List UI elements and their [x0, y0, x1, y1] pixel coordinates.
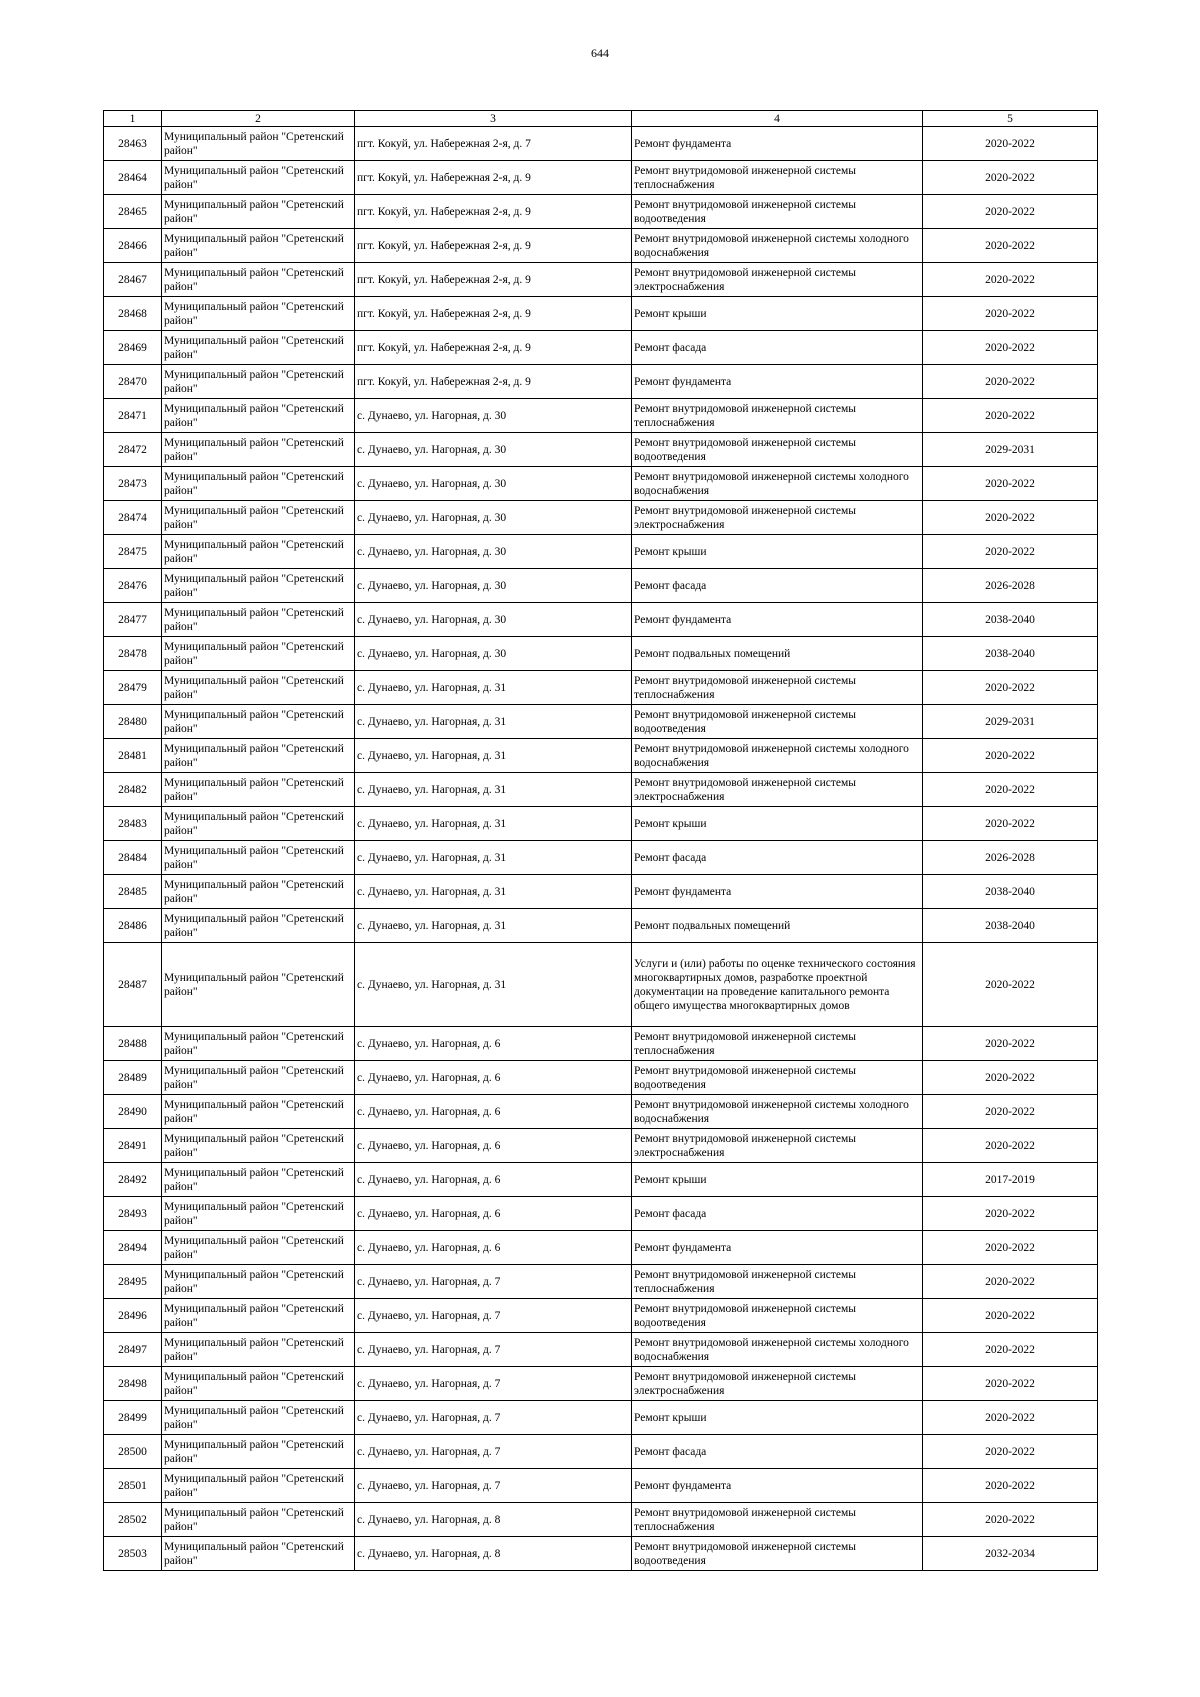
row-number: 28465 — [104, 195, 162, 229]
period-cell: 2020-2022 — [923, 1367, 1098, 1401]
period-cell: 2038-2040 — [923, 909, 1098, 943]
work-type-cell: Ремонт внутридомовой инженерной системы электроснабжения — [632, 1367, 923, 1401]
row-number: 28464 — [104, 161, 162, 195]
table-row — [104, 1503, 1098, 1537]
table-header-row — [104, 111, 1098, 127]
column-header: 2 — [162, 111, 355, 127]
period-cell: 2020-2022 — [923, 1027, 1098, 1061]
district-cell: Муниципальный район "Сретенский район" — [162, 1537, 355, 1571]
address-cell: с. Дунаево, ул. Нагорная, д. 30 — [355, 399, 632, 433]
table-row — [104, 739, 1098, 773]
row-number: 28483 — [104, 807, 162, 841]
period-cell: 2020-2022 — [923, 1095, 1098, 1129]
district-cell: Муниципальный район "Сретенский район" — [162, 433, 355, 467]
table-row — [104, 229, 1098, 263]
district-cell: Муниципальный район "Сретенский район" — [162, 1401, 355, 1435]
address-cell: с. Дунаево, ул. Нагорная, д. 6 — [355, 1129, 632, 1163]
work-type-cell: Ремонт подвальных помещений — [632, 909, 923, 943]
work-type-cell: Ремонт фасада — [632, 1435, 923, 1469]
table-row — [104, 433, 1098, 467]
district-cell: Муниципальный район "Сретенский район" — [162, 1163, 355, 1197]
table-row — [104, 1333, 1098, 1367]
period-cell: 2038-2040 — [923, 603, 1098, 637]
district-cell: Муниципальный район "Сретенский район" — [162, 1367, 355, 1401]
work-type-cell: Ремонт крыши — [632, 297, 923, 331]
period-cell: 2020-2022 — [923, 467, 1098, 501]
address-cell: с. Дунаево, ул. Нагорная, д. 31 — [355, 875, 632, 909]
work-type-cell: Ремонт фундамента — [632, 1231, 923, 1265]
page-number: 644 — [591, 46, 609, 60]
address-cell: с. Дунаево, ул. Нагорная, д. 31 — [355, 841, 632, 875]
row-number: 28473 — [104, 467, 162, 501]
district-cell: Муниципальный район "Сретенский район" — [162, 161, 355, 195]
period-cell: 2020-2022 — [923, 1231, 1098, 1265]
period-cell: 2029-2031 — [923, 433, 1098, 467]
work-type-cell: Ремонт фасада — [632, 1197, 923, 1231]
period-cell: 2020-2022 — [923, 671, 1098, 705]
row-number: 28488 — [104, 1027, 162, 1061]
district-cell: Муниципальный район "Сретенский район" — [162, 1027, 355, 1061]
work-type-cell: Ремонт внутридомовой инженерной системы холодного водоснабжения — [632, 1333, 923, 1367]
row-number: 28475 — [104, 535, 162, 569]
address-cell: с. Дунаево, ул. Нагорная, д. 7 — [355, 1401, 632, 1435]
work-type-cell: Ремонт фундамента — [632, 603, 923, 637]
work-type-cell: Ремонт крыши — [632, 535, 923, 569]
table-row — [104, 127, 1098, 161]
district-cell: Муниципальный район "Сретенский район" — [162, 875, 355, 909]
address-cell: с. Дунаево, ул. Нагорная, д. 6 — [355, 1197, 632, 1231]
address-cell: с. Дунаево, ул. Нагорная, д. 30 — [355, 501, 632, 535]
table-row — [104, 841, 1098, 875]
district-cell: Муниципальный район "Сретенский район" — [162, 569, 355, 603]
table-row — [104, 1469, 1098, 1503]
address-cell: с. Дунаево, ул. Нагорная, д. 7 — [355, 1435, 632, 1469]
row-number: 28474 — [104, 501, 162, 535]
work-type-cell: Ремонт внутридомовой инженерной системы водоотведения — [632, 195, 923, 229]
table-row — [104, 399, 1098, 433]
work-type-cell: Ремонт внутридомовой инженерной системы теплоснабжения — [632, 399, 923, 433]
row-number: 28496 — [104, 1299, 162, 1333]
district-cell: Муниципальный район "Сретенский район" — [162, 705, 355, 739]
address-cell: пгт. Кокуй, ул. Набережная 2-я, д. 9 — [355, 297, 632, 331]
period-cell: 2029-2031 — [923, 705, 1098, 739]
row-number: 28494 — [104, 1231, 162, 1265]
address-cell: с. Дунаево, ул. Нагорная, д. 30 — [355, 467, 632, 501]
district-cell: Муниципальный район "Сретенский район" — [162, 739, 355, 773]
row-number: 28499 — [104, 1401, 162, 1435]
period-cell: 2017-2019 — [923, 1163, 1098, 1197]
row-number: 28481 — [104, 739, 162, 773]
address-cell: с. Дунаево, ул. Нагорная, д. 31 — [355, 671, 632, 705]
district-cell: Муниципальный район "Сретенский район" — [162, 1299, 355, 1333]
district-cell: Муниципальный район "Сретенский район" — [162, 909, 355, 943]
table-row — [104, 365, 1098, 399]
table-row — [104, 909, 1098, 943]
address-cell: с. Дунаево, ул. Нагорная, д. 30 — [355, 433, 632, 467]
district-cell: Муниципальный район "Сретенский район" — [162, 535, 355, 569]
district-cell: Муниципальный район "Сретенский район" — [162, 263, 355, 297]
address-cell: с. Дунаево, ул. Нагорная, д. 31 — [355, 773, 632, 807]
address-cell: с. Дунаево, ул. Нагорная, д. 7 — [355, 1469, 632, 1503]
work-type-cell: Ремонт фундамента — [632, 365, 923, 399]
table-row — [104, 637, 1098, 671]
row-number: 28500 — [104, 1435, 162, 1469]
table-row — [104, 501, 1098, 535]
work-type-cell: Ремонт крыши — [632, 1163, 923, 1197]
district-cell: Муниципальный район "Сретенский район" — [162, 229, 355, 263]
table-row — [104, 1401, 1098, 1435]
district-cell: Муниципальный район "Сретенский район" — [162, 1503, 355, 1537]
district-cell: Муниципальный район "Сретенский район" — [162, 1469, 355, 1503]
row-number: 28490 — [104, 1095, 162, 1129]
work-type-cell: Ремонт внутридомовой инженерной системы водоотведения — [632, 433, 923, 467]
district-cell: Муниципальный район "Сретенский район" — [162, 399, 355, 433]
work-type-cell: Ремонт внутридомовой инженерной системы теплоснабжения — [632, 1027, 923, 1061]
work-type-cell: Ремонт фундамента — [632, 875, 923, 909]
address-cell: с. Дунаево, ул. Нагорная, д. 30 — [355, 603, 632, 637]
row-number: 28495 — [104, 1265, 162, 1299]
address-cell: пгт. Кокуй, ул. Набережная 2-я, д. 9 — [355, 161, 632, 195]
table-row — [104, 875, 1098, 909]
row-number: 28493 — [104, 1197, 162, 1231]
row-number: 28491 — [104, 1129, 162, 1163]
work-type-cell: Ремонт внутридомовой инженерной системы водоотведения — [632, 1299, 923, 1333]
district-cell: Муниципальный район "Сретенский район" — [162, 467, 355, 501]
address-cell: с. Дунаево, ул. Нагорная, д. 6 — [355, 1231, 632, 1265]
row-number: 28471 — [104, 399, 162, 433]
work-type-cell: Ремонт внутридомовой инженерной системы водоотведения — [632, 1061, 923, 1095]
district-cell: Муниципальный район "Сретенский район" — [162, 1061, 355, 1095]
row-number: 28478 — [104, 637, 162, 671]
table-row — [104, 1367, 1098, 1401]
column-header: 5 — [923, 111, 1098, 127]
period-cell: 2020-2022 — [923, 1129, 1098, 1163]
table-row — [104, 705, 1098, 739]
address-cell: пгт. Кокуй, ул. Набережная 2-я, д. 9 — [355, 263, 632, 297]
table-row — [104, 807, 1098, 841]
period-cell: 2038-2040 — [923, 875, 1098, 909]
period-cell: 2020-2022 — [923, 399, 1098, 433]
district-cell: Муниципальный район "Сретенский район" — [162, 195, 355, 229]
table-row — [104, 1027, 1098, 1061]
address-cell: с. Дунаево, ул. Нагорная, д. 7 — [355, 1299, 632, 1333]
row-number: 28468 — [104, 297, 162, 331]
district-cell: Муниципальный район "Сретенский район" — [162, 1095, 355, 1129]
row-number: 28498 — [104, 1367, 162, 1401]
table-row — [104, 1061, 1098, 1095]
row-number: 28489 — [104, 1061, 162, 1095]
work-type-cell: Ремонт крыши — [632, 807, 923, 841]
row-number: 28482 — [104, 773, 162, 807]
work-type-cell: Ремонт внутридомовой инженерной системы теплоснабжения — [632, 161, 923, 195]
column-header: 4 — [632, 111, 923, 127]
district-cell: Муниципальный район "Сретенский район" — [162, 603, 355, 637]
work-type-cell: Услуги и (или) работы по оценке технического состояния многоквартирных домов, разработке проектной документации на проведение капитального ремонта общего имущества многоквартирных домов — [632, 943, 923, 1027]
period-cell: 2032-2034 — [923, 1537, 1098, 1571]
address-cell: пгт. Кокуй, ул. Набережная 2-я, д. 9 — [355, 365, 632, 399]
period-cell: 2020-2022 — [923, 1265, 1098, 1299]
period-cell: 2026-2028 — [923, 841, 1098, 875]
address-cell: с. Дунаево, ул. Нагорная, д. 30 — [355, 637, 632, 671]
district-cell: Муниципальный район "Сретенский район" — [162, 1333, 355, 1367]
repair-schedule-table — [103, 110, 1098, 1571]
district-cell: Муниципальный район "Сретенский район" — [162, 943, 355, 1027]
table-row — [104, 467, 1098, 501]
work-type-cell: Ремонт внутридомовой инженерной системы электроснабжения — [632, 1129, 923, 1163]
period-cell: 2020-2022 — [923, 1333, 1098, 1367]
row-number: 28476 — [104, 569, 162, 603]
work-type-cell: Ремонт фундамента — [632, 1469, 923, 1503]
table-row — [104, 1095, 1098, 1129]
period-cell: 2020-2022 — [923, 1401, 1098, 1435]
period-cell: 2020-2022 — [923, 195, 1098, 229]
work-type-cell: Ремонт внутридомовой инженерной системы электроснабжения — [632, 501, 923, 535]
work-type-cell: Ремонт внутридомовой инженерной системы теплоснабжения — [632, 1503, 923, 1537]
address-cell: с. Дунаево, ул. Нагорная, д. 31 — [355, 909, 632, 943]
work-type-cell: Ремонт внутридомовой инженерной системы холодного водоснабжения — [632, 467, 923, 501]
address-cell: с. Дунаево, ул. Нагорная, д. 6 — [355, 1061, 632, 1095]
work-type-cell: Ремонт внутридомовой инженерной системы теплоснабжения — [632, 671, 923, 705]
table-row — [104, 297, 1098, 331]
work-type-cell: Ремонт фундамента — [632, 127, 923, 161]
address-cell: с. Дунаево, ул. Нагорная, д. 31 — [355, 739, 632, 773]
work-type-cell: Ремонт внутридомовой инженерной системы холодного водоснабжения — [632, 739, 923, 773]
table-row — [104, 331, 1098, 365]
work-type-cell: Ремонт фасада — [632, 331, 923, 365]
row-number: 28472 — [104, 433, 162, 467]
period-cell: 2020-2022 — [923, 1469, 1098, 1503]
table-row — [104, 1129, 1098, 1163]
period-cell: 2020-2022 — [923, 1503, 1098, 1537]
table-row — [104, 535, 1098, 569]
district-cell: Муниципальный район "Сретенский район" — [162, 841, 355, 875]
table-row — [104, 1435, 1098, 1469]
work-type-cell: Ремонт внутридомовой инженерной системы теплоснабжения — [632, 1265, 923, 1299]
district-cell: Муниципальный район "Сретенский район" — [162, 331, 355, 365]
work-type-cell: Ремонт подвальных помещений — [632, 637, 923, 671]
work-type-cell: Ремонт внутридомовой инженерной системы электроснабжения — [632, 773, 923, 807]
work-type-cell: Ремонт фасада — [632, 569, 923, 603]
period-cell: 2020-2022 — [923, 229, 1098, 263]
district-cell: Муниципальный район "Сретенский район" — [162, 1435, 355, 1469]
row-number: 28502 — [104, 1503, 162, 1537]
work-type-cell: Ремонт внутридомовой инженерной системы холодного водоснабжения — [632, 229, 923, 263]
period-cell: 2020-2022 — [923, 297, 1098, 331]
row-number: 28477 — [104, 603, 162, 637]
period-cell: 2020-2022 — [923, 501, 1098, 535]
row-number: 28485 — [104, 875, 162, 909]
period-cell: 2020-2022 — [923, 1061, 1098, 1095]
district-cell: Муниципальный район "Сретенский район" — [162, 297, 355, 331]
table-row — [104, 773, 1098, 807]
address-cell: с. Дунаево, ул. Нагорная, д. 6 — [355, 1027, 632, 1061]
table-body — [104, 127, 1098, 1571]
district-cell: Муниципальный район "Сретенский район" — [162, 127, 355, 161]
row-number: 28470 — [104, 365, 162, 399]
district-cell: Муниципальный район "Сретенский район" — [162, 501, 355, 535]
address-cell: пгт. Кокуй, ул. Набережная 2-я, д. 9 — [355, 195, 632, 229]
address-cell: с. Дунаево, ул. Нагорная, д. 30 — [355, 569, 632, 603]
table-row — [104, 1299, 1098, 1333]
table-row — [104, 161, 1098, 195]
period-cell: 2020-2022 — [923, 535, 1098, 569]
row-number: 28480 — [104, 705, 162, 739]
row-number: 28484 — [104, 841, 162, 875]
period-cell: 2020-2022 — [923, 1197, 1098, 1231]
table-row — [104, 263, 1098, 297]
table-row — [104, 1163, 1098, 1197]
work-type-cell: Ремонт фасада — [632, 841, 923, 875]
work-type-cell: Ремонт внутридомовой инженерной системы водоотведения — [632, 1537, 923, 1571]
district-cell: Муниципальный район "Сретенский район" — [162, 671, 355, 705]
address-cell: с. Дунаево, ул. Нагорная, д. 31 — [355, 807, 632, 841]
table-row — [104, 1231, 1098, 1265]
work-type-cell: Ремонт внутридомовой инженерной системы холодного водоснабжения — [632, 1095, 923, 1129]
row-number: 28501 — [104, 1469, 162, 1503]
table-row — [104, 1197, 1098, 1231]
address-cell: пгт. Кокуй, ул. Набережная 2-я, д. 7 — [355, 127, 632, 161]
work-type-cell: Ремонт крыши — [632, 1401, 923, 1435]
row-number: 28487 — [104, 943, 162, 1027]
address-cell: с. Дунаево, ул. Нагорная, д. 8 — [355, 1537, 632, 1571]
row-number: 28463 — [104, 127, 162, 161]
table-row — [104, 1265, 1098, 1299]
row-number: 28469 — [104, 331, 162, 365]
address-cell: с. Дунаево, ул. Нагорная, д. 30 — [355, 535, 632, 569]
address-cell: с. Дунаево, ул. Нагорная, д. 31 — [355, 705, 632, 739]
period-cell: 2020-2022 — [923, 263, 1098, 297]
district-cell: Муниципальный район "Сретенский район" — [162, 365, 355, 399]
district-cell: Муниципальный район "Сретенский район" — [162, 1265, 355, 1299]
work-type-cell: Ремонт внутридомовой инженерной системы электроснабжения — [632, 263, 923, 297]
row-number: 28492 — [104, 1163, 162, 1197]
table-row — [104, 195, 1098, 229]
address-cell: с. Дунаево, ул. Нагорная, д. 7 — [355, 1367, 632, 1401]
period-cell: 2020-2022 — [923, 807, 1098, 841]
table-row — [104, 603, 1098, 637]
period-cell: 2038-2040 — [923, 637, 1098, 671]
period-cell: 2020-2022 — [923, 331, 1098, 365]
row-number: 28497 — [104, 1333, 162, 1367]
table-row — [104, 569, 1098, 603]
address-cell: с. Дунаево, ул. Нагорная, д. 7 — [355, 1265, 632, 1299]
row-number: 28486 — [104, 909, 162, 943]
period-cell: 2020-2022 — [923, 739, 1098, 773]
column-header: 1 — [104, 111, 162, 127]
address-cell: пгт. Кокуй, ул. Набережная 2-я, д. 9 — [355, 229, 632, 263]
period-cell: 2020-2022 — [923, 773, 1098, 807]
district-cell: Муниципальный район "Сретенский район" — [162, 1231, 355, 1265]
address-cell: с. Дунаево, ул. Нагорная, д. 6 — [355, 1163, 632, 1197]
period-cell: 2026-2028 — [923, 569, 1098, 603]
row-number: 28467 — [104, 263, 162, 297]
district-cell: Муниципальный район "Сретенский район" — [162, 807, 355, 841]
district-cell: Муниципальный район "Сретенский район" — [162, 1197, 355, 1231]
row-number: 28479 — [104, 671, 162, 705]
period-cell: 2020-2022 — [923, 161, 1098, 195]
period-cell: 2020-2022 — [923, 365, 1098, 399]
district-cell: Муниципальный район "Сретенский район" — [162, 1129, 355, 1163]
district-cell: Муниципальный район "Сретенский район" — [162, 637, 355, 671]
period-cell: 2020-2022 — [923, 1435, 1098, 1469]
district-cell: Муниципальный район "Сретенский район" — [162, 773, 355, 807]
table-row — [104, 671, 1098, 705]
column-header: 3 — [355, 111, 632, 127]
period-cell: 2020-2022 — [923, 127, 1098, 161]
address-cell: с. Дунаево, ул. Нагорная, д. 6 — [355, 1095, 632, 1129]
table-row — [104, 1537, 1098, 1571]
address-cell: с. Дунаево, ул. Нагорная, д. 8 — [355, 1503, 632, 1537]
period-cell: 2020-2022 — [923, 1299, 1098, 1333]
work-type-cell: Ремонт внутридомовой инженерной системы водоотведения — [632, 705, 923, 739]
address-cell: пгт. Кокуй, ул. Набережная 2-я, д. 9 — [355, 331, 632, 365]
address-cell: с. Дунаево, ул. Нагорная, д. 7 — [355, 1333, 632, 1367]
row-number: 28466 — [104, 229, 162, 263]
row-number: 28503 — [104, 1537, 162, 1571]
period-cell: 2020-2022 — [923, 943, 1098, 1027]
address-cell: с. Дунаево, ул. Нагорная, д. 31 — [355, 943, 632, 1027]
table-row — [104, 943, 1098, 1027]
